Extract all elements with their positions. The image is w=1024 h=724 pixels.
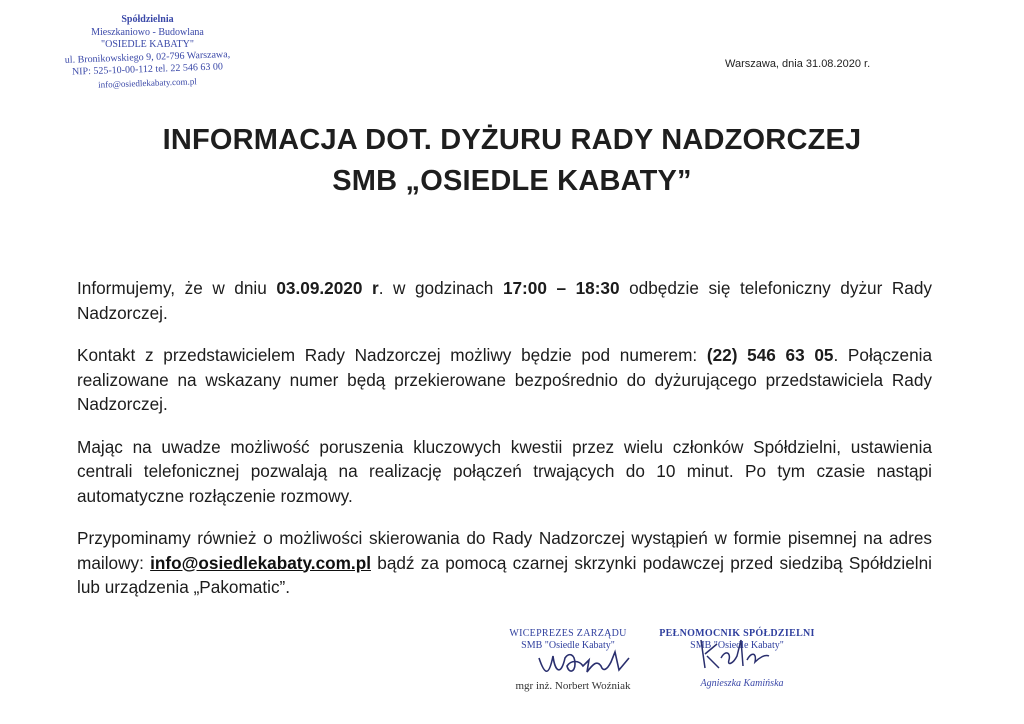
signature-org: SMB "Osiedle Kabaty" (690, 640, 784, 651)
signature-org: SMB "Osiedle Kabaty" (521, 640, 615, 651)
document-body (77, 276, 932, 618)
paragraph-contact (77, 343, 932, 417)
paragraph-written-submissions (77, 526, 932, 600)
paragraph-limits: Mając na uwadze możliwość poruszenia kluczowych kwestii przez wielu członków Spółdzielni, ustawienia centrali telefonicznej pozwalają na realizację połączeń trwających do 10 minut. Po tym czasie nastąpi automatyczne rozłączenie rozmowy. (77, 436, 932, 506)
stamp-line-3: "OSIEDLE KABATY" (101, 39, 194, 50)
paragraph-text: odbędzie się telefoniczny dyżur Rady Nadzorczej. (77, 278, 933, 323)
signature-role: PEŁNOMOCNIK SPÓŁDZIELNI (659, 628, 815, 639)
title-line-1: INFORMACJA DOT. DYŻURU RADY NADZORCZEJ (162, 124, 862, 156)
document-date: Warszawa, dnia 31.08.2020 r. (725, 58, 871, 70)
signature-name: mgr inż. Norbert Woźniak (515, 680, 631, 692)
stamp-email: info@osiedlekabaty.com.pl (98, 75, 197, 90)
stamp-line-2: Mieszkaniowo - Budowlana (91, 26, 204, 38)
paragraph-text: . w godzinach (378, 278, 503, 298)
stamp-address: ul. Bronikowskiego 9, 02-796 Warszawa, (64, 48, 231, 66)
paragraph-schedule (77, 276, 932, 325)
duty-hours: 17:00 – 18:30 (502, 278, 620, 298)
stamp-nip-phone: NIP: 525-10-00-112 tel. 22 546 63 00 (71, 61, 224, 78)
organization-stamp (50, 14, 245, 89)
paragraph-text: Przypominamy również o możliwości skierowania do Rady Nadzorczej wystąpień w formie pisemnej na adres mailowy: (77, 528, 932, 573)
paragraph-text: . Połączenia realizowane na wskazany numer będą przekierowane bezpośrednio do dyżurującego przedstawiciela Rady Nadzorczej. (77, 345, 933, 414)
paragraph-text: Informujemy, że w dniu (77, 278, 277, 298)
contact-phone: (22) 546 63 05 (706, 345, 834, 365)
duty-date: 03.09.2020 (276, 278, 363, 298)
paragraph-text (362, 278, 372, 298)
title-line-2: SMB „OSIEDLE KABATY” (332, 165, 692, 197)
handwritten-signature-right (695, 634, 775, 674)
duty-date-suffix: r (371, 278, 379, 298)
stamp-line-1: Spółdzielnia (121, 14, 174, 25)
email-link[interactable]: info@osiedlekabaty.com.pl (150, 552, 371, 573)
signature-name: Agnieszka Kamińska (700, 678, 784, 689)
paragraph-text: Kontakt z przedstawicielem Rady Nadzorczej możliwy będzie pod numerem: (77, 345, 707, 365)
handwritten-signature-left (535, 646, 635, 682)
paragraph-text: bądź za pomocą czarnej skrzynki podawczej przed siedzibą Spółdzielni lub urządzenia „Pakomatic”. (77, 552, 932, 597)
document-title (0, 120, 1024, 202)
signature-role: WICEPREZES ZARZĄDU (509, 628, 627, 639)
